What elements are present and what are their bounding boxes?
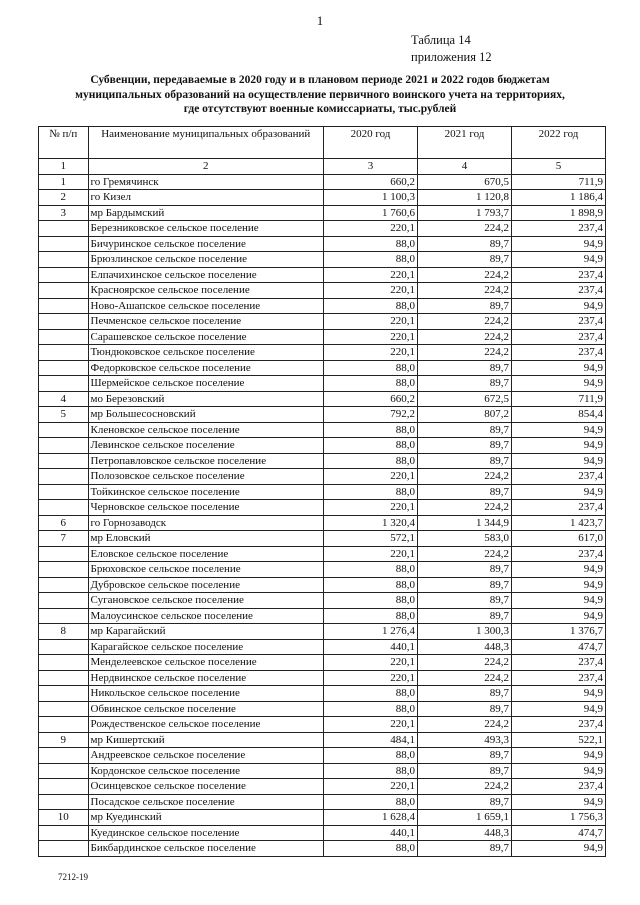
row-number	[39, 252, 89, 268]
row-number	[39, 825, 89, 841]
table-row	[39, 655, 606, 671]
value-2022: 237,4	[511, 670, 605, 686]
value-2020: 220,1	[324, 267, 418, 283]
column-number: 3	[324, 159, 418, 175]
table-row	[39, 500, 606, 516]
municipality-name: Куединское сельское поселение	[88, 825, 323, 841]
header-2020: 2020 год	[324, 127, 418, 159]
table-row	[39, 515, 606, 531]
value-2020: 220,1	[324, 779, 418, 795]
table-row	[39, 717, 606, 733]
table-row	[39, 174, 606, 190]
row-number	[39, 422, 89, 438]
value-2021: 224,2	[417, 283, 511, 299]
value-2020: 220,1	[324, 221, 418, 237]
value-2020: 88,0	[324, 484, 418, 500]
municipality-name: мр Кишертский	[88, 732, 323, 748]
table-row	[39, 407, 606, 423]
value-2020: 220,1	[324, 500, 418, 516]
value-2022: 1 376,7	[511, 624, 605, 640]
municipality-name: Сугановское сельское поселение	[88, 593, 323, 609]
municipality-name: Сарашевское сельское поселение	[88, 329, 323, 345]
document-title	[40, 73, 600, 117]
row-number	[39, 763, 89, 779]
row-number	[39, 484, 89, 500]
value-2021: 89,7	[417, 438, 511, 454]
table-row	[39, 314, 606, 330]
value-2020: 88,0	[324, 577, 418, 593]
value-2020: 220,1	[324, 283, 418, 299]
row-number: 1	[39, 174, 89, 190]
table-row	[39, 190, 606, 206]
value-2022: 94,9	[511, 453, 605, 469]
municipality-name: Шермейское сельское поселение	[88, 376, 323, 392]
column-number: 2	[88, 159, 323, 175]
row-number	[39, 686, 89, 702]
table-row	[39, 360, 606, 376]
table-row	[39, 686, 606, 702]
table-row	[39, 608, 606, 624]
value-2022: 237,4	[511, 546, 605, 562]
row-number	[39, 376, 89, 392]
municipality-name: Никольское сельское поселение	[88, 686, 323, 702]
value-2021: 224,2	[417, 314, 511, 330]
municipality-name: Обвинское сельское поселение	[88, 701, 323, 717]
municipality-name: Федорковское сельское поселение	[88, 360, 323, 376]
row-number	[39, 283, 89, 299]
header-number: № п/п	[39, 127, 89, 159]
row-number	[39, 608, 89, 624]
row-number	[39, 577, 89, 593]
municipality-name: Ново-Ашапское сельское поселение	[88, 298, 323, 314]
value-2022: 237,4	[511, 717, 605, 733]
value-2020: 88,0	[324, 841, 418, 857]
value-2020: 88,0	[324, 763, 418, 779]
value-2022: 94,9	[511, 252, 605, 268]
value-2021: 89,7	[417, 841, 511, 857]
value-2020: 88,0	[324, 438, 418, 454]
value-2020: 88,0	[324, 748, 418, 764]
municipality-name: Брюзлинское сельское поселение	[88, 252, 323, 268]
row-number: 9	[39, 732, 89, 748]
value-2022: 1 186,4	[511, 190, 605, 206]
table-header-row	[39, 127, 606, 159]
value-2022: 711,9	[511, 391, 605, 407]
table-row	[39, 453, 606, 469]
row-number: 6	[39, 515, 89, 531]
row-number	[39, 655, 89, 671]
municipality-name: Андреевское сельское поселение	[88, 748, 323, 764]
row-number: 8	[39, 624, 89, 640]
value-2020: 1 628,4	[324, 810, 418, 826]
value-2020: 1 100,3	[324, 190, 418, 206]
row-number: 4	[39, 391, 89, 407]
column-number: 5	[511, 159, 605, 175]
value-2021: 89,7	[417, 608, 511, 624]
value-2022: 522,1	[511, 732, 605, 748]
municipality-name: Карагайское сельское поселение	[88, 639, 323, 655]
value-2021: 224,2	[417, 345, 511, 361]
value-2020: 440,1	[324, 825, 418, 841]
value-2020: 484,1	[324, 732, 418, 748]
table-row	[39, 205, 606, 221]
table-row	[39, 779, 606, 795]
value-2021: 89,7	[417, 236, 511, 252]
value-2022: 474,7	[511, 639, 605, 655]
row-number: 5	[39, 407, 89, 423]
row-number	[39, 779, 89, 795]
value-2020: 660,2	[324, 391, 418, 407]
municipality-name: Малоусинское сельское поселение	[88, 608, 323, 624]
column-number-row	[39, 159, 606, 175]
value-2022: 94,9	[511, 298, 605, 314]
value-2020: 220,1	[324, 546, 418, 562]
table-row	[39, 531, 606, 547]
row-number	[39, 717, 89, 733]
value-2020: 88,0	[324, 376, 418, 392]
table-row	[39, 593, 606, 609]
value-2020: 88,0	[324, 422, 418, 438]
municipality-name: Еловское сельское поселение	[88, 546, 323, 562]
value-2020: 220,1	[324, 329, 418, 345]
value-2020: 88,0	[324, 236, 418, 252]
table-row	[39, 810, 606, 826]
table-row	[39, 701, 606, 717]
table-row	[39, 748, 606, 764]
value-2021: 89,7	[417, 298, 511, 314]
value-2021: 224,2	[417, 546, 511, 562]
value-2022: 237,4	[511, 329, 605, 345]
value-2020: 220,1	[324, 655, 418, 671]
table-row	[39, 267, 606, 283]
value-2022: 1 423,7	[511, 515, 605, 531]
subsidy-table	[38, 126, 606, 857]
municipality-name: Петропавловское сельское поселение	[88, 453, 323, 469]
value-2022: 94,9	[511, 763, 605, 779]
municipality-name: Левинское сельское поселение	[88, 438, 323, 454]
table-reference: Таблица 14	[411, 33, 471, 47]
value-2021: 89,7	[417, 562, 511, 578]
table-row	[39, 794, 606, 810]
value-2021: 672,5	[417, 391, 511, 407]
table-row	[39, 329, 606, 345]
municipality-name: Березниковское сельское поселение	[88, 221, 323, 237]
row-number	[39, 453, 89, 469]
value-2022: 94,9	[511, 360, 605, 376]
row-number	[39, 469, 89, 485]
value-2021: 1 120,8	[417, 190, 511, 206]
value-2020: 88,0	[324, 794, 418, 810]
value-2021: 224,2	[417, 500, 511, 516]
row-number	[39, 236, 89, 252]
municipality-name: Менделеевское сельское поселение	[88, 655, 323, 671]
municipality-name: Тюндюковское сельское поселение	[88, 345, 323, 361]
value-2021: 1 344,9	[417, 515, 511, 531]
table-row	[39, 438, 606, 454]
value-2020: 88,0	[324, 453, 418, 469]
row-number	[39, 639, 89, 655]
municipality-name: Бикбардинское сельское поселение	[88, 841, 323, 857]
value-2021: 89,7	[417, 453, 511, 469]
table-row	[39, 763, 606, 779]
value-2021: 89,7	[417, 686, 511, 702]
row-number	[39, 546, 89, 562]
footer-code: 7212-19	[58, 872, 88, 882]
table-row	[39, 298, 606, 314]
value-2020: 220,1	[324, 717, 418, 733]
table-row	[39, 376, 606, 392]
table-row	[39, 252, 606, 268]
value-2022: 474,7	[511, 825, 605, 841]
row-number	[39, 314, 89, 330]
value-2022: 237,4	[511, 283, 605, 299]
municipality-name: Осинцевское сельское поселение	[88, 779, 323, 795]
row-number: 2	[39, 190, 89, 206]
row-number	[39, 841, 89, 857]
value-2022: 94,9	[511, 841, 605, 857]
value-2020: 88,0	[324, 298, 418, 314]
value-2021: 224,2	[417, 469, 511, 485]
value-2020: 660,2	[324, 174, 418, 190]
value-2021: 224,2	[417, 329, 511, 345]
value-2021: 448,3	[417, 639, 511, 655]
municipality-name: мр Бардымский	[88, 205, 323, 221]
municipality-name: Бичуринское сельское поселение	[88, 236, 323, 252]
value-2021: 493,3	[417, 732, 511, 748]
table-row	[39, 639, 606, 655]
value-2020: 572,1	[324, 531, 418, 547]
value-2022: 94,9	[511, 686, 605, 702]
row-number	[39, 562, 89, 578]
table-row	[39, 841, 606, 857]
table-row	[39, 562, 606, 578]
value-2021: 224,2	[417, 717, 511, 733]
value-2022: 1 898,9	[511, 205, 605, 221]
value-2022: 94,9	[511, 422, 605, 438]
value-2021: 224,2	[417, 655, 511, 671]
row-number	[39, 267, 89, 283]
municipality-name: Нердвинское сельское поселение	[88, 670, 323, 686]
municipality-name: мр Куединский	[88, 810, 323, 826]
row-number	[39, 670, 89, 686]
table-row	[39, 391, 606, 407]
value-2022: 94,9	[511, 748, 605, 764]
row-number	[39, 748, 89, 764]
value-2021: 1 793,7	[417, 205, 511, 221]
value-2020: 220,1	[324, 469, 418, 485]
municipality-name: мо Березовский	[88, 391, 323, 407]
municipality-name: Тойкинское сельское поселение	[88, 484, 323, 500]
value-2022: 94,9	[511, 577, 605, 593]
value-2022: 237,4	[511, 500, 605, 516]
value-2021: 448,3	[417, 825, 511, 841]
value-2022: 237,4	[511, 469, 605, 485]
table-body	[39, 159, 606, 857]
municipality-name: Печменское сельское поселение	[88, 314, 323, 330]
municipality-name: Елпачихинское сельское поселение	[88, 267, 323, 283]
table-row	[39, 221, 606, 237]
value-2021: 89,7	[417, 360, 511, 376]
row-number	[39, 329, 89, 345]
row-number	[39, 794, 89, 810]
value-2020: 88,0	[324, 360, 418, 376]
value-2021: 89,7	[417, 593, 511, 609]
value-2020: 220,1	[324, 670, 418, 686]
row-number	[39, 701, 89, 717]
value-2022: 94,9	[511, 794, 605, 810]
municipality-name: Дубровское сельское поселение	[88, 577, 323, 593]
value-2021: 1 300,3	[417, 624, 511, 640]
appendix-reference: приложения 12	[411, 50, 492, 64]
value-2022: 237,4	[511, 314, 605, 330]
value-2022: 94,9	[511, 608, 605, 624]
value-2020: 1 320,4	[324, 515, 418, 531]
value-2021: 89,7	[417, 794, 511, 810]
value-2020: 1 760,6	[324, 205, 418, 221]
value-2022: 617,0	[511, 531, 605, 547]
table-row	[39, 484, 606, 500]
row-number	[39, 298, 89, 314]
value-2021: 224,2	[417, 221, 511, 237]
municipality-name: го Гремячинск	[88, 174, 323, 190]
municipality-name: Брюховское сельское поселение	[88, 562, 323, 578]
value-2021: 1 659,1	[417, 810, 511, 826]
row-number	[39, 593, 89, 609]
title-line: Субвенции, передаваемые в 2020 году и в плановом периоде 2021 и 2022 годов бюджетам	[90, 74, 550, 86]
municipality-name: мр Большесосновский	[88, 407, 323, 423]
table-row	[39, 546, 606, 562]
value-2022: 94,9	[511, 376, 605, 392]
value-2020: 88,0	[324, 701, 418, 717]
row-number: 7	[39, 531, 89, 547]
table-row	[39, 825, 606, 841]
value-2022: 237,4	[511, 345, 605, 361]
row-number	[39, 345, 89, 361]
value-2020: 1 276,4	[324, 624, 418, 640]
value-2022: 237,4	[511, 655, 605, 671]
municipality-name: мр Карагайский	[88, 624, 323, 640]
value-2020: 88,0	[324, 252, 418, 268]
municipality-name: Красноярское сельское поселение	[88, 283, 323, 299]
value-2020: 792,2	[324, 407, 418, 423]
row-number	[39, 500, 89, 516]
value-2020: 88,0	[324, 562, 418, 578]
row-number	[39, 221, 89, 237]
value-2022: 94,9	[511, 438, 605, 454]
column-number: 1	[39, 159, 89, 175]
table-row	[39, 624, 606, 640]
value-2022: 237,4	[511, 221, 605, 237]
value-2021: 89,7	[417, 577, 511, 593]
value-2020: 88,0	[324, 686, 418, 702]
table-row	[39, 469, 606, 485]
value-2021: 670,5	[417, 174, 511, 190]
value-2021: 224,2	[417, 267, 511, 283]
value-2021: 224,2	[417, 779, 511, 795]
municipality-name: го Кизел	[88, 190, 323, 206]
value-2021: 583,0	[417, 531, 511, 547]
value-2022: 94,9	[511, 484, 605, 500]
row-number: 3	[39, 205, 89, 221]
municipality-name: Полозовское сельское поселение	[88, 469, 323, 485]
table-row	[39, 236, 606, 252]
value-2021: 89,7	[417, 748, 511, 764]
value-2021: 224,2	[417, 670, 511, 686]
page-number: 1	[316, 13, 324, 28]
value-2020: 440,1	[324, 639, 418, 655]
table-row	[39, 577, 606, 593]
value-2021: 89,7	[417, 422, 511, 438]
header-municipality: Наименование муниципальных образований	[88, 127, 323, 159]
header-2021: 2021 год	[417, 127, 511, 159]
table-row	[39, 670, 606, 686]
value-2022: 711,9	[511, 174, 605, 190]
municipality-name: Посадское сельское поселение	[88, 794, 323, 810]
value-2022: 94,9	[511, 701, 605, 717]
municipality-name: Кордонское сельское поселение	[88, 763, 323, 779]
table-row	[39, 422, 606, 438]
value-2020: 88,0	[324, 608, 418, 624]
value-2020: 220,1	[324, 314, 418, 330]
value-2022: 237,4	[511, 779, 605, 795]
municipality-name: мр Еловский	[88, 531, 323, 547]
header-2022: 2022 год	[511, 127, 605, 159]
value-2020: 220,1	[324, 345, 418, 361]
value-2022: 94,9	[511, 593, 605, 609]
value-2021: 89,7	[417, 376, 511, 392]
column-number: 4	[417, 159, 511, 175]
table-row	[39, 345, 606, 361]
value-2021: 89,7	[417, 701, 511, 717]
value-2021: 89,7	[417, 252, 511, 268]
title-line: где отсутствуют военные комиссариаты, тыс.рублей	[183, 103, 457, 115]
value-2020: 88,0	[324, 593, 418, 609]
value-2022: 94,9	[511, 562, 605, 578]
table-row	[39, 283, 606, 299]
value-2021: 89,7	[417, 763, 511, 779]
municipality-name: го Горнозаводск	[88, 515, 323, 531]
row-number	[39, 360, 89, 376]
value-2022: 854,4	[511, 407, 605, 423]
value-2021: 807,2	[417, 407, 511, 423]
municipality-name: Рождественское сельское поселение	[88, 717, 323, 733]
row-number	[39, 438, 89, 454]
value-2022: 237,4	[511, 267, 605, 283]
table-row	[39, 732, 606, 748]
title-line: муниципальных образований на осуществление первичного воинского учета на территориях,	[75, 88, 565, 101]
value-2021: 89,7	[417, 484, 511, 500]
value-2022: 94,9	[511, 236, 605, 252]
value-2022: 1 756,3	[511, 810, 605, 826]
row-number: 10	[39, 810, 89, 826]
municipality-name: Черновское сельское поселение	[88, 500, 323, 516]
municipality-name: Кленовское сельское поселение	[88, 422, 323, 438]
